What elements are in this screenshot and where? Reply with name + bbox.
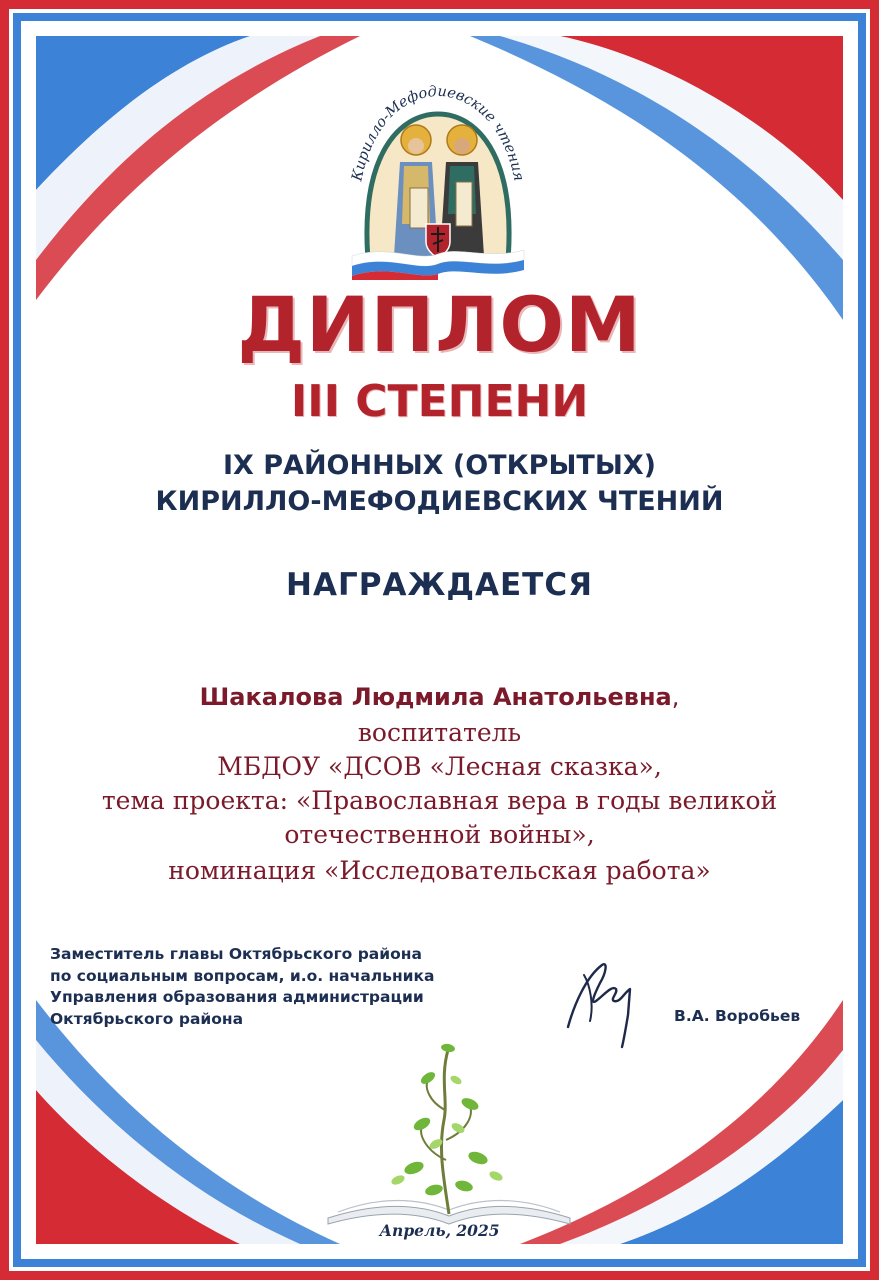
bottom-left-ribbon <box>36 1000 340 1244</box>
signer-title-line: по социальным вопросам, и.о. начальника <box>50 966 435 985</box>
diploma-title: ДИПЛОМ <box>237 280 642 369</box>
event-line-2: КИРИЛЛО-МЕФОДИЕВСКИХ ЧТЕНИЙ <box>155 486 724 517</box>
signer-name: В.А. Воробьев <box>674 1007 801 1025</box>
signer-title-line: Октябрьского района <box>50 1009 244 1028</box>
handwritten-signature <box>560 955 650 1050</box>
awarded-heading: НАГРАЖДАЕТСЯ <box>286 567 593 603</box>
emblem-arc-text: Кирилло-Мефодиевские чтения <box>349 84 527 183</box>
project-topic-line-2: отечественной войны», <box>284 820 595 849</box>
recipient-position: воспитатель <box>357 718 522 747</box>
nomination: номинация «Исследовательская работа» <box>168 856 711 885</box>
recipient-name-comma: , <box>671 683 680 711</box>
project-topic-line-1: тема проекта: «Православная вера в годы великой <box>101 786 778 815</box>
recipient-name-line <box>0 683 879 711</box>
recipient-organization: МБДОУ «ДСОВ «Лесная сказка», <box>217 752 662 781</box>
signer-title <box>50 944 530 1030</box>
saints-cyril-methodius-icon <box>338 84 538 280</box>
open-book-sprout-icon <box>318 1040 580 1230</box>
signer-title-line: Заместитель главы Октябрьского района <box>50 945 422 963</box>
signer-title-line: Управления образования администрации <box>50 988 424 1006</box>
diploma-date: Апрель, 2025 <box>379 1221 500 1240</box>
diploma-degree: III СТЕПЕНИ <box>290 376 589 427</box>
top-left-ribbon <box>36 36 360 300</box>
recipient-name: Шакалова Людмила Анатольевна <box>199 683 672 711</box>
event-line-1: IX РАЙОННЫХ (ОТКРЫТЫХ) <box>223 450 656 481</box>
